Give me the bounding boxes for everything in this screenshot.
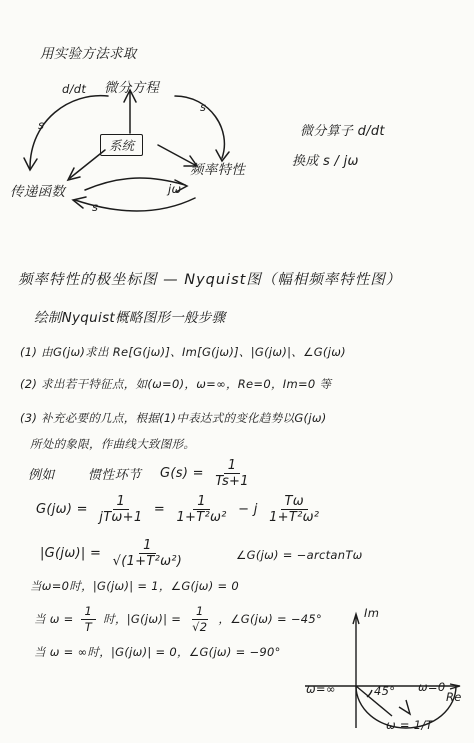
step-3a: (3) 补充必要的几点，根据(1)中表达式的变化趋势以G(jω)	[20, 411, 327, 425]
label-angle: 45°	[374, 684, 396, 698]
step-1: (1) 由G(jω)求出 Re[G(jω)]、Im[G(jω)]、|G(jω)|、∠G(jω)	[20, 345, 346, 359]
gs-den: Ts+1	[215, 474, 249, 489]
label-w-0: ω=0	[418, 680, 446, 694]
gjw-num1: 1	[113, 494, 130, 510]
label-w-inf: ω=∞	[306, 682, 336, 696]
case-omega-1t	[34, 604, 322, 635]
step-3b: 所处的象限，作曲线大致图形。	[30, 437, 196, 451]
label-w-1t: ω = 1/T	[386, 718, 433, 732]
case2-mag-num: 1	[192, 604, 208, 620]
label-im: Im	[364, 606, 380, 620]
mag-num: 1	[139, 538, 156, 554]
gjw-left: G(jω) =	[36, 502, 88, 517]
example-label: 例如	[28, 468, 55, 483]
mag-left: |G(jω)| =	[40, 546, 102, 561]
edge-jw: jω	[168, 182, 182, 196]
section-subtitle: 绘制Nyquist概略图形一般步骤	[34, 310, 226, 326]
gjw-fraction-3	[265, 494, 323, 525]
gjw-num3: Tω	[281, 494, 308, 510]
case2-frac-den: T	[84, 620, 93, 634]
case2-frac-num: 1	[81, 604, 97, 620]
gjw-fraction-2	[172, 494, 230, 525]
step-2: (2) 求出若干特征点，如(ω=0)，ω=∞，Re=0，Im=0 等	[20, 377, 332, 391]
edge-ddt: d/dt	[62, 82, 87, 96]
case2-right: ，∠G(jω) = −45°	[218, 612, 323, 626]
case2-mag-den: √2	[192, 620, 208, 634]
node-differential-eq: 微分方程	[104, 80, 160, 96]
example-gjw	[36, 494, 326, 525]
gjw-den1: jTω+1	[99, 510, 143, 525]
edge-s-left: s	[38, 118, 45, 132]
edge-s-right: s	[200, 100, 207, 114]
node-transfer-fn: 传递函数	[10, 184, 66, 200]
case2-mag-frac	[188, 604, 211, 635]
gs-left: G(s) =	[160, 466, 204, 481]
example-name: 惯性环节	[88, 468, 142, 483]
case2-mid: 时，|G(jω)| =	[103, 612, 182, 626]
diagram-heading: 用实验方法求取	[40, 46, 137, 62]
side-note-line1: 微分算子 d/dt	[300, 124, 385, 139]
case2-frac	[81, 604, 97, 635]
mag-fraction	[109, 538, 187, 569]
side-note-line2: 换成 s / jω	[292, 154, 359, 169]
mag-den: √(1+T²ω²)	[112, 554, 183, 569]
gjw-minus-j: − j	[238, 502, 258, 517]
node-freq-char: 频率特性	[190, 162, 246, 178]
gjw-den3: 1+T²ω²	[269, 510, 320, 525]
label-re: Re	[446, 690, 462, 704]
gs-fraction	[211, 458, 253, 489]
edge-s-bottom: s	[92, 200, 99, 214]
gs-num: 1	[224, 458, 241, 474]
section-title: 频率特性的极坐标图 — Nyquist图（幅相频率特性图）	[18, 272, 402, 288]
gjw-den2: 1+T²ω²	[176, 510, 227, 525]
gjw-eq: =	[153, 502, 166, 517]
gjw-num2: 1	[193, 494, 210, 510]
case2-left: 当 ω =	[34, 612, 78, 626]
case-omega-0: 当ω=0时，|G(jω)| = 1，∠G(jω) = 0	[30, 579, 239, 593]
system-box: 系统	[100, 134, 143, 156]
gjw-fraction-1	[95, 494, 146, 525]
case-omega-inf: 当 ω = ∞时，|G(jω)| = 0，∠G(jω) = −90°	[34, 645, 281, 659]
example-phase: ∠G(jω) = −arctanTω	[236, 548, 363, 562]
example-gs	[160, 458, 256, 489]
example-magnitude	[40, 538, 189, 569]
